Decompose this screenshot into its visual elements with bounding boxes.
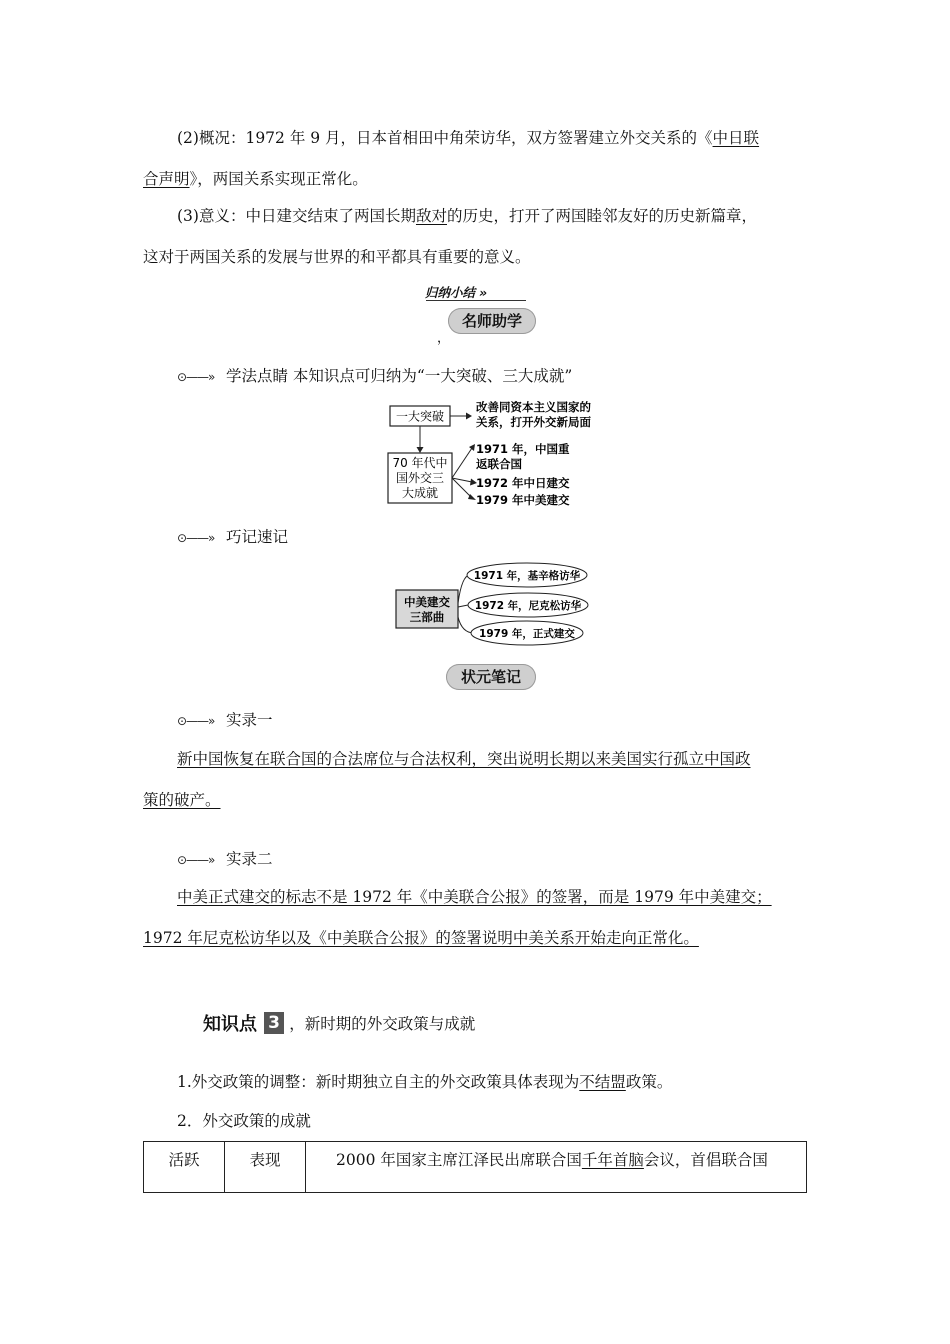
record1-title: 实录一 [226,711,273,729]
underlined-term: 中日联 [712,129,760,147]
teacher-help-badge: 名师助学 [448,308,536,334]
knowledge-point-title: ，新时期的外交政策与成就 [289,1015,476,1033]
breakthrough-desc-1: 改善同资本主义国家的 [476,400,591,414]
double-chevron-icon: » [479,285,488,300]
paragraph-overview: (2)概况：1972 年 9 月，日本首相田中角荣访华，双方签署建立外交关系的《中日联 [177,129,760,147]
svg-text:1979 年，正式建交: 1979 年，正式建交 [479,628,575,640]
paragraph-overview-line2: 合声明》，两国关系实现正常化。 [143,170,368,188]
knowledge-point-heading [203,1010,475,1038]
top-scholar-notes-badge: 状元笔记 [446,664,536,690]
svg-text:中美建交: 中美建交 [404,595,450,609]
underlined-term: 千年首脑 [581,1151,644,1169]
sino-us-trilogy-diagram [390,559,600,651]
svg-text:三部曲: 三部曲 [409,610,445,624]
achievements-table [143,1141,807,1193]
knowledge-point-number: 3 [264,1012,284,1034]
achievement-1972: 1972 年中日建交 [476,476,570,490]
policy-adjustment: 1.外交政策的调整：新时期独立自主的外交政策具体表现为不结盟政策。 [177,1073,673,1091]
memo-title: 巧记速记 [226,528,289,546]
bullet-arrow-icon: ⊙——» [177,714,215,728]
paragraph-significance: (3)意义：中日建交结束了两国长期敌对的历史，打开了两国睦邻友好的历史新篇章， [177,207,757,225]
box-breakthrough-label: 一大突破 [395,409,445,424]
knowledge-point-label: 知识点 [203,1014,257,1035]
table-row [144,1142,807,1193]
paragraph-significance-line2: 这对于两国关系的发展与世界的和平都具有重要的意义。 [143,248,531,266]
bullet-arrow-icon: ⊙——» [177,531,215,545]
achievement-1971: 1971 年，中国重 [476,442,570,456]
table-cell: 表现 [225,1142,306,1193]
record2-title: 实录二 [226,850,273,868]
achievement-1979: 1979 年中美建交 [476,493,570,507]
record2-line2: 1972 年尼克松访华以及《中美联合公报》的签署说明中美关系开始走向正常化。 [143,929,699,947]
breakthrough-desc-2: 关系，打开外交新局面 [476,415,591,429]
record2-line1: 中美正式建交的标志不是 1972 年《中美联合公报》的签署，而是 1979 年中美建交； [177,888,772,906]
record1-line1: 新中国恢复在联合国的合法席位与合法权利，突出说明长期以来美国实行孤立中国政 [177,750,751,768]
svg-text:70 年代中: 70 年代中 [392,456,448,470]
svg-text:返联合国: 返联合国 [476,457,522,471]
svg-text:1971 年，基辛格访华: 1971 年，基辛格访华 [473,570,581,582]
bullet-arrow-icon: ⊙——» [177,853,215,867]
record1-line2: 策的破产。 [143,791,221,809]
achievements-diagram [380,396,600,512]
stray-comma: ， [437,331,451,346]
svg-text:大成就: 大成就 [401,486,439,500]
table-cell: 2000 年国家主席江泽民出席联合国千年首脑会议，首倡联合国 [306,1142,807,1193]
underlined-term: 敌对 [415,207,447,225]
svg-text:1972 年，尼克松访华: 1972 年，尼克松访华 [474,600,582,612]
method-text: 学法点睛 本知识点可归纳为“一大突破、三大成就” [226,367,573,385]
summary-divider [426,300,526,301]
svg-text:国外交三: 国外交三 [395,471,445,485]
underlined-term: 合声明 [143,170,190,188]
achievements-heading: 2．外交政策的成就 [177,1112,311,1130]
summary-small-label: 归纳小结 » [425,285,488,300]
table-cell: 活跃 [144,1142,225,1193]
underlined-term: 不结盟 [579,1073,626,1091]
bullet-arrow-icon: ⊙——» [177,370,215,384]
